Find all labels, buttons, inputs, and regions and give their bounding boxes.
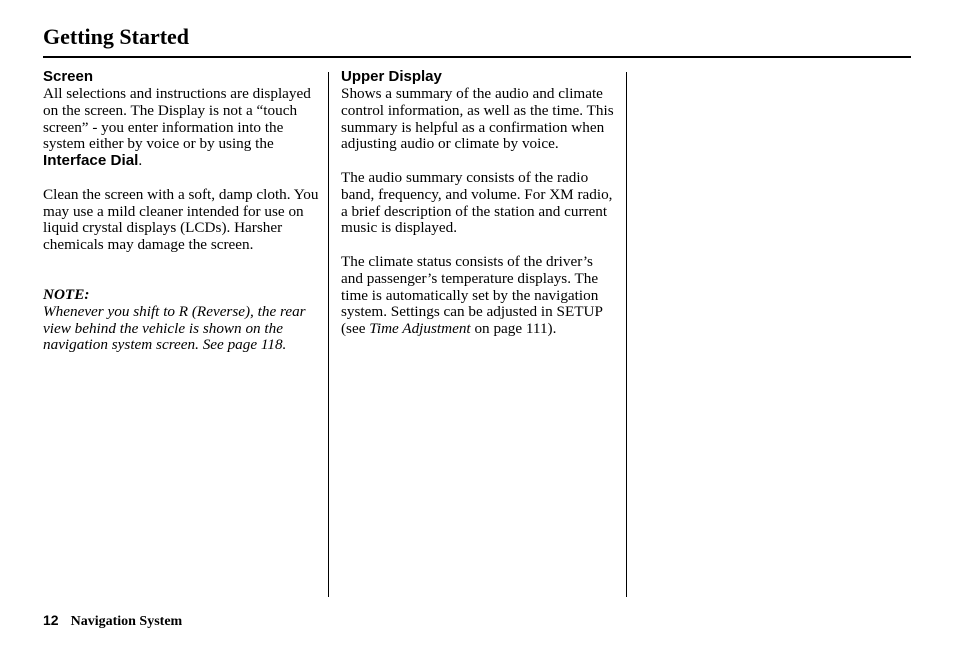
upper-display-paragraph-1: Shows a summary of the audio and climate control information, as well as the time. This summary is helpful as a confirmation when adjusting audio or climate by voice. — [341, 85, 614, 153]
upper-display-paragraph-3 — [341, 254, 617, 338]
column-divider-left — [328, 72, 329, 597]
header-rule — [43, 56, 911, 58]
screen-text-end: . — [138, 152, 143, 170]
climate-text-end: on page 111). — [470, 320, 557, 338]
page-number: 12 — [43, 612, 59, 628]
section-heading-screen: Screen — [43, 68, 94, 85]
middle-column — [341, 68, 617, 355]
note-block — [43, 287, 321, 354]
note-text: Whenever you shift to R (Reverse), the rear view behind the vehicle is shown on the navigation system screen. See page 118. — [43, 302, 306, 354]
page-footer — [43, 611, 182, 631]
left-column — [43, 68, 321, 371]
screen-text: All selections and instructions are displayed on the screen. The Display is not a “touch screen” - you enter information into the system either by voice or by using the — [43, 85, 311, 153]
footer-label: Navigation System — [70, 614, 183, 629]
column-divider-right — [626, 72, 627, 597]
upper-display-paragraph-2: The audio summary consists of the radio band, frequency, and volume. For XM radio, a brief description of the station and current music is displayed. — [341, 168, 613, 237]
interface-dial-term: Interface Dial — [43, 152, 139, 170]
climate-text: The climate status consists of the driver’s and passenger’s temperature displays. The time is automatically set by the navigation system. Settings can be adjusted in SETUP (see — [341, 252, 603, 338]
time-adjustment-ref: Time Adjustment — [369, 320, 471, 338]
screen-paragraph-2: Clean the screen with a soft, damp cloth. You may use a mild cleaner intended for use on liquid crystal displays (LCDs). Harsher chemicals may damage the screen. — [43, 185, 319, 254]
screen-paragraph-1 — [43, 86, 321, 170]
note-label: NOTE: — [43, 285, 90, 303]
page-title: Getting Started — [43, 24, 190, 49]
section-heading-upper-display: Upper Display — [341, 68, 442, 85]
